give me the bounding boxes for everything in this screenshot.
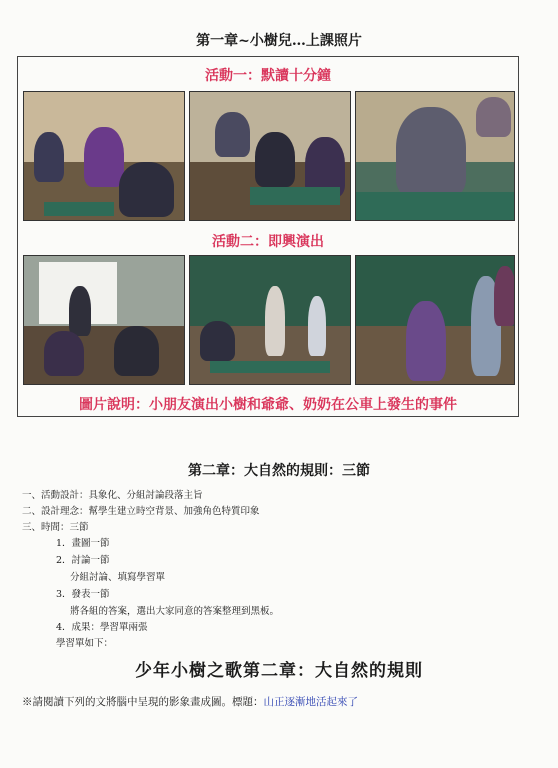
instruction-title: 山正逐漸地活起來了 [263,696,358,708]
item-drawing-period: 1．畫圖一節 [56,538,110,549]
activity1-heading: 活動一：默讀十分鐘 [205,68,331,84]
photo-improv-2 [189,255,351,385]
photo-improv-1 [23,255,185,385]
worksheet-title: 少年小樹之歌第二章：大自然的規則 [135,661,423,681]
instruction-line [22,694,358,709]
item-activity-design: 一、活動設計：具象化、分組討論段落主旨 [22,490,203,501]
item-worksheet-intro: 學習單如下： [56,638,114,649]
item-presentation-detail: 將各組的答案，選出大家同意的答案整理到黑板。 [70,606,280,617]
photo-caption: 圖片說明：小朋友演出小樹和爺爺、奶奶在公車上發生的事件 [79,397,457,413]
item-design-concept: 二、設計理念：幫學生建立時空背景、加強角色特質印象 [22,506,260,517]
photo-silent-reading-3 [355,91,515,221]
photo-improv-3 [355,255,515,385]
chapter2-title: 第二章：大自然的規則：三節 [188,463,370,479]
item-results: 4．成果：學習單兩張 [56,622,148,633]
instruction-text: ※請閱讀下列的文將腦中呈現的影象畫成圖。標題： [22,696,264,708]
item-time: 三、時間：三節 [22,522,89,533]
item-presentation-period: 3．發表一節 [56,589,110,600]
photo-silent-reading-2 [189,91,351,221]
item-discussion-period: 2．討論一節 [56,555,110,566]
activity2-heading: 活動二：即興演出 [212,234,324,250]
chapter1-title: 第一章~小樹兒…上課照片 [196,33,362,49]
photo-frame [17,56,519,417]
photo-silent-reading-1 [23,91,185,221]
item-discussion-detail: 分組討論、填寫學習單 [70,572,166,583]
